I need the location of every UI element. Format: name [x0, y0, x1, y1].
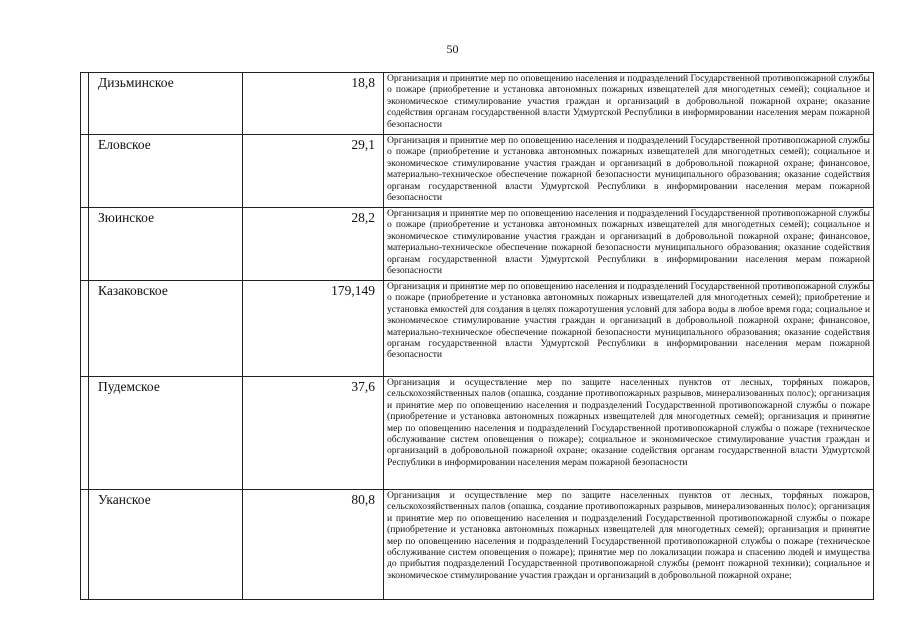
- measures-description: Организация и осуществление мер по защите населенных пунктов от лесных, торфяных пожаров, сельскохозяйственных палов (опашка, создание противопожарных разрывов, минерализованных полос); организация и принятие мер по оповещению населения и подразделений Государственной противопожарной службы о пожаре (приобретение и установка автономных пожарных извещателей для многодетных семей); организация и принятие мер по оповещению населения и подразделений Государственной противопожарной службы о пожаре (техническое обслуживание систем оповещения о пожаре); принятие мер по локализации пожара и спасению людей и имущества до прибытия подразделений Государственной противопожарной службы (ремонт пожарной техники); социальное и экономическое стимулирование участия граждан и организаций в добровольной пожарной охране;: [387, 490, 870, 581]
- settlement-name: Уканское: [98, 492, 151, 507]
- measures-description: Организация и осуществление мер по защите населенных пунктов от лесных, торфяных пожаров, сельскохозяйственных палов (опашка, создание противопожарных разрывов, минерализованных полос); организация и принятие мер по оповещению населения и подразделений Государственной противопожарной службы о пожаре (приобретение и установка автономных пожарных извещателей для многодетных семей); организация и принятие мер по оповещению населения и подразделений Государственной противопожарной службы о пожаре (техническое обслуживание систем оповещения о пожаре); социальное и экономическое стимулирование участия граждан и организаций в добровольной пожарной охране; оказание содействия органам государственной власти Удмуртской Республики в информировании населения мерам пожарной безопасности: [387, 377, 870, 468]
- indent-cell: [81, 73, 89, 135]
- table-row: [81, 135, 874, 208]
- indent-cell: [81, 490, 89, 600]
- amount-value: 179,149: [331, 283, 375, 298]
- measures-description: Организация и принятие мер по оповещению населения и подразделений Государственной противопожарной службы о пожаре (приобретение и установка автономных пожарных извещателей для многодетных семей); социальное и экономическое стимулирование участия граждан и организаций в добровольной пожарной охране; оказание содействия органам государственной власти Удмуртской Республики в информировании населения мерам пожарной безопасности: [387, 73, 870, 130]
- measures-description: Организация и принятие мер по оповещению населения и подразделений Государственной противопожарной службы о пожаре (приобретение и установка автономных пожарных извещателей для многодетных семей); социальное и экономическое стимулирование участия граждан и организаций в добровольной пожарной охране; финансовое, материально-техническое обеспечение пожарной безопасности муниципального образования; оказание содействия органам государственной власти Удмуртской Республики в информировании населения мерам пожарной безопасности: [387, 135, 870, 204]
- amount-value: 18,8: [351, 75, 375, 90]
- settlement-name: Казаковское: [98, 283, 168, 298]
- measures-description: Организация и принятие мер по оповещению населения и подразделений Государственной противопожарной службы о пожаре (приобретение и установка автономных пожарных извещателей для многодетных семей); приобретение и установка емкостей для создания в целях пожаротушения условий для забора воды в любое время года; социальное и экономическое стимулирование участия граждан и организаций в добровольной пожарной охране; финансовое, материально-техническое обеспечение пожарной безопасности муниципального образования; оказание содействия органам государственной власти Удмуртской Республики в информировании населения мерам пожарной безопасности: [387, 281, 870, 361]
- indent-cell: [81, 208, 89, 281]
- amount-value: 29,1: [351, 137, 375, 152]
- indent-cell: [81, 135, 89, 208]
- table-row: [81, 281, 874, 377]
- table-row: [81, 377, 874, 490]
- indent-cell: [81, 377, 89, 490]
- measures-description: Организация и принятие мер по оповещению населения и подразделений Государственной противопожарной службы о пожаре (приобретение и установка автономных пожарных извещателей для многодетных семей); социальное и экономическое стимулирование участия граждан и организаций в добровольной пожарной охране; финансовое, материально-техническое обеспечение пожарной безопасности муниципального образования; оказание содействия органам государственной власти Удмуртской Республики в информировании населения мерам пожарной безопасности: [387, 208, 870, 277]
- settlement-name: Дизьминское: [98, 75, 174, 90]
- measures-table: [80, 72, 874, 600]
- table-row: [81, 208, 874, 281]
- settlement-name: Еловское: [98, 137, 151, 152]
- table-row: [81, 73, 874, 135]
- settlement-name: Зюинское: [98, 210, 155, 225]
- table-row: [81, 490, 874, 600]
- amount-value: 37,6: [351, 379, 375, 394]
- settlement-name: Пудемское: [98, 379, 160, 394]
- amount-value: 80,8: [351, 492, 375, 507]
- indent-cell: [81, 281, 89, 377]
- page-number: 50: [446, 42, 459, 56]
- amount-value: 28,2: [351, 210, 375, 225]
